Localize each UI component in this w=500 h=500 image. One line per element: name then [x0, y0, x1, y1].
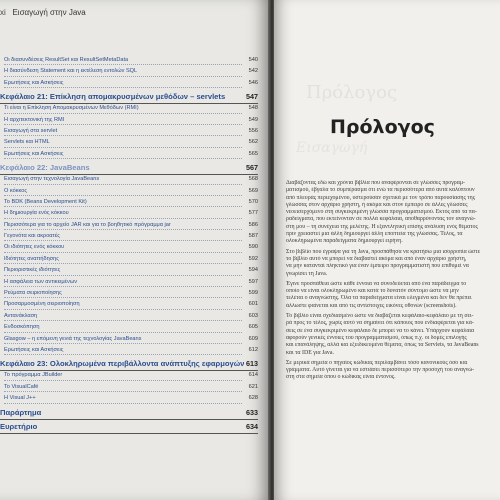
- preface-title: Πρόλογος: [330, 116, 435, 138]
- toc-entry-page: 603: [248, 312, 258, 319]
- toc-entry-page: 549: [248, 116, 258, 123]
- preface-text-line: Έγινε προσπάθεια ώστε κάθε έννοια να συνοδεύεται από ένα παράδειγμα το: [286, 280, 467, 287]
- toc-entry-title: Glasgow – η επόμενη γενιά της τεχνολογίας JavaBeans: [4, 335, 142, 342]
- toc-entry: [0, 335, 266, 346]
- preface-text-line: γνωρίσει τη Java.: [286, 270, 328, 277]
- toc-entry-title: Η ασφάλεια των αντικειμένων: [4, 278, 78, 285]
- toc-chapter-page: 634: [246, 421, 258, 431]
- toc-entry: [0, 175, 266, 186]
- toc-entry-title: Περιοριστικές ιδιότητες: [4, 267, 61, 274]
- toc-entry-page: 599: [248, 290, 258, 297]
- toc-chapter-title: Παράρτημα: [0, 407, 42, 417]
- toc-entry-page: 621: [248, 383, 258, 390]
- toc-chapter-page: 633: [246, 407, 258, 417]
- toc-entry: [0, 116, 266, 127]
- toc-entry-title: Ερωτήσεις και Ασκήσεις: [4, 346, 64, 353]
- toc-entry-title: Ρεύματα σειριοποίησης: [4, 290, 62, 297]
- preface-text-line: στη στα σημεία όπου ο κώδικας είναι έντονος.: [286, 374, 396, 381]
- toc-entry-page: 542: [248, 68, 258, 75]
- toc-dot-leader: [4, 354, 242, 355]
- preface-text-line: αφορούν γενικές έννοιες του προγραμματισμού, όπως π.χ. οι δομές επιλογής: [286, 334, 467, 341]
- toc-entry-title: Γεγονότα και ακροατές: [4, 233, 60, 240]
- toc-entry-page: 569: [248, 187, 258, 194]
- toc-chapter: [0, 90, 266, 104]
- page-number: xi: [0, 8, 6, 17]
- toc-dot-leader: [4, 297, 242, 298]
- toc-entry-page: 586: [248, 221, 258, 228]
- preface-text-line: ματισμού, έβγαλα το συμπέρασμα ότι ενώ τα περισσότερα από αυτά καλύπτουν: [286, 187, 475, 194]
- preface-text-line: και επανάληψης, αλλά και εξειδικευμένα θέματα, όπως τα Servlets, τα JavaBeans: [286, 342, 479, 349]
- toc-dot-leader: [4, 135, 242, 136]
- toc-list: [0, 56, 266, 434]
- preface-text-line: Σε μερικά σημεία ο πηγαίος κώδικας περιλαμβάνει τόσο κανονικούς όσο και: [286, 359, 468, 366]
- toc-dot-leader: [4, 320, 242, 321]
- toc-entry-page: 592: [248, 255, 258, 262]
- toc-dot-leader: [4, 240, 242, 241]
- running-head-title: Εισαγωγή στην Java: [12, 8, 86, 17]
- preface-text-line: από πλευράς περιεχομένου, υστερούσαν σχετικά με τον τρόπο παρουσίασης της: [286, 194, 476, 201]
- toc-entry: [0, 232, 266, 243]
- toc-dot-leader: [4, 184, 242, 185]
- preface-text-line: Διαβάζοντας εδώ και χρόνια βιβλία που αναφέρονται σε γλώσσες προγραμ-: [286, 180, 465, 186]
- toc-entry-title: Ιδιότητες αναπήδησης: [4, 255, 59, 262]
- toc-chapter: [0, 357, 266, 371]
- toc-entry-title: Οι ιδιότητες ενός κόκκου: [4, 244, 65, 251]
- toc-chapter: [0, 161, 266, 175]
- toc-entry-page: 570: [248, 198, 258, 205]
- toc-entry-title: Ερωτήσεις και Ασκήσεις: [4, 79, 64, 86]
- toc-entry-title: Ερωτήσεις και Ασκήσεις: [4, 150, 64, 157]
- toc-chapter: [0, 406, 266, 420]
- toc-entry: [0, 138, 266, 149]
- preface-text-line: ολοκληρωμένα παραδείγματα δημιουργεί ειρήνη.: [286, 238, 403, 245]
- toc-entry-page: 540: [248, 57, 258, 63]
- toc-entry-page: 562: [248, 139, 258, 146]
- toc-entry: [0, 104, 266, 115]
- toc-entry: [0, 56, 266, 67]
- toc-entry-title: Εισαγωγή στην τεχνολογία JavaBeans: [4, 176, 100, 183]
- toc-entry-page: 548: [248, 105, 258, 112]
- preface-text-line: οποίο να είναι ολοκληρωμένο και κατά το δυνατόν σύντομο ώστε να μην: [286, 288, 459, 295]
- toc-entry-title: Ενδοσκόπηση: [4, 324, 40, 331]
- toc-entry-page: 577: [248, 210, 258, 217]
- toc-dot-leader: [4, 76, 242, 77]
- toc-entry-title: Η Visual J++: [4, 395, 36, 402]
- toc-entry-title: Η δημιουργία ενός κόκκου: [4, 210, 69, 217]
- toc-entry: [0, 198, 266, 209]
- toc-entry-title: Περισσότερα για το αρχείο JAR και για το βοηθητικό πρόγραμμα jar: [4, 221, 171, 228]
- toc-entry-page: 601: [248, 301, 258, 308]
- toc-entry: [0, 289, 266, 300]
- toc-entry: [0, 150, 266, 161]
- preface-text-line: να μην κατανταί πληκτικό για έναν έμπειρο προγραμματιστή που επιθυμεί να: [286, 263, 469, 270]
- toc-chapter: [0, 420, 266, 434]
- toc-chapter-title: Κεφάλαιο 21: Επίκληση απομακρυσμένων μεθόδων – servlets: [0, 92, 226, 102]
- preface-text-line: το βιβλίο αυτό να μπορεί να διαβαστεί ακόμα και από έναν αρχάριο χρήστη,: [286, 255, 467, 262]
- preface-text-line: ρά πρoς τo τέλος, χωρίς αυτό να σημαίνει ότι κάποιος που ενδιαφέρεται για κά-: [286, 320, 474, 327]
- toc-entry-title: Το VisualCafé: [4, 383, 39, 390]
- preface-text-line: άλλωστε φαίνεται και από τις αντίστοιχες εικόνες οθονών (screenshots).: [286, 302, 457, 309]
- toc-entry-page: 594: [248, 267, 258, 274]
- toc-chapter-title: Ευρετήριο: [0, 421, 38, 431]
- toc-chapter-page: 567: [246, 163, 258, 173]
- toc-entry-title: Servlets και ΗΤΜL: [4, 139, 50, 146]
- toc-entry: [0, 187, 266, 198]
- toc-dot-leader: [4, 195, 242, 196]
- running-head: [0, 8, 86, 17]
- toc-dot-leader: [4, 275, 242, 276]
- toc-entry-page: 565: [248, 150, 258, 157]
- toc-entry: [0, 266, 266, 277]
- toc-entry: [0, 371, 266, 382]
- toc-chapter-title: Κεφάλαιο 23: Ολοκληρωμένα περιβάλλοντα ανάπτυξης εφαρμογών: [0, 359, 245, 369]
- toc-entry-page: 628: [248, 395, 258, 402]
- toc-dot-leader: [4, 218, 242, 219]
- preface-text-line: γλώσσας στον αρχάριο χρήστη, ή ακόμα και στον έμπειρο σε άλλες γλώσσες: [286, 201, 468, 208]
- preface-body: [286, 180, 500, 382]
- toc-entry: [0, 209, 266, 220]
- toc-dot-leader: [4, 286, 242, 287]
- toc-dot-leader: [4, 343, 242, 344]
- toc-entry-page: 568: [248, 176, 258, 183]
- show-through-subtitle: Εισαγωγή: [296, 140, 368, 156]
- show-through-title: Πρόλογος: [306, 82, 398, 103]
- toc-entry-page: 597: [248, 278, 258, 285]
- toc-entry-page: 587: [248, 233, 258, 240]
- preface-text-line: στη μου – τη συνέχεια της μελέτης. Η εξαντλητική επίσης ανάλυση ενός θέματος: [286, 223, 478, 230]
- preface-text-line: γράμματα. Αυτό γίνεται για να εστιάσει περισσότερο την προσοχή του αναγνώ-: [286, 367, 475, 374]
- toc-entry-page: 556: [248, 127, 258, 134]
- toc-entry-page: 546: [248, 79, 258, 86]
- toc-entry: [0, 243, 266, 254]
- toc-dot-leader: [4, 229, 242, 230]
- toc-entry-title: Η διασύνδεση Statement και η εκτέλεση εντολών SQL: [4, 68, 138, 75]
- toc-dot-leader: [4, 391, 242, 392]
- toc-entry-title: Οι διασυνδέσεις ResultSet και ResultSetMetaData: [4, 57, 129, 63]
- toc-entry: [0, 278, 266, 289]
- toc-dot-leader: [4, 113, 242, 114]
- toc-entry: [0, 394, 266, 405]
- toc-entry-title: Η αρχιτεκτονική της RMI: [4, 116, 65, 123]
- preface-text-line: πριν χρειαστεί μια άλλη δημιουργεί άλλη εποπτεία της γλώσσας. Τέλος, τα: [286, 231, 463, 238]
- toc-entry-title: Το BDK (Beans Development Kit): [4, 198, 87, 205]
- toc-entry-page: 614: [248, 372, 258, 379]
- toc-entry-title: Τι είναι η Επίκληση Απομακρυσμένων Μεθόδων (RMI): [4, 105, 139, 112]
- toc-entry: [0, 79, 266, 90]
- right-page-preface: [274, 0, 500, 500]
- toc-entry: [0, 67, 266, 78]
- toc-entry: [0, 300, 266, 311]
- toc-entry-title: Το πρόγραμμα JBuilder: [4, 372, 63, 379]
- toc-dot-leader: [4, 403, 242, 404]
- toc-dot-leader: [4, 147, 242, 148]
- preface-text-line: ραδείγματα, που εκτείνονταν σε πολλά κεφάλαια, αποθαρρύνοντας τον αναγνώ-: [286, 216, 476, 223]
- toc-dot-leader: [4, 263, 242, 264]
- toc-entry-title: Ο κόκκος: [4, 187, 28, 194]
- preface-text-line: σεις σε ένα συγκεκριμένο κεφάλαιο δε μπορεί να το κάνει. Υπάρχουν κεφάλαια: [286, 327, 475, 334]
- toc-entry: [0, 221, 266, 232]
- toc-dot-leader: [4, 309, 242, 310]
- preface-text-line: Το βιβλίο είναι σχεδιασμένο ώστε να διαβάζεται κεφάλαιο-κεφάλαιο με τη σει-: [286, 313, 474, 320]
- toc-dot-leader: [4, 158, 242, 159]
- toc-entry: [0, 346, 266, 357]
- toc-entry-page: 609: [248, 335, 258, 342]
- toc-entry: [0, 383, 266, 394]
- toc-entry: [0, 323, 266, 334]
- toc-chapter-page: 613: [246, 359, 258, 369]
- toc-entry-title: Αντανάκλαση: [4, 312, 38, 319]
- toc-dot-leader: [4, 124, 242, 125]
- toc-dot-leader: [4, 87, 242, 88]
- toc-dot-leader: [4, 252, 242, 253]
- toc-dot-leader: [4, 380, 242, 381]
- toc-entry: [0, 312, 266, 323]
- toc-entry: [0, 127, 266, 138]
- toc-entry-page: 612: [248, 346, 258, 353]
- toc-entry-title: Εισαγωγή στα servlet: [4, 127, 58, 134]
- toc-dot-leader: [4, 64, 242, 65]
- toc-entry: [0, 255, 266, 266]
- preface-text-line: και τα IDE για Java.: [286, 349, 334, 356]
- preface-text-line: τελέται ο αναγνώστης. Όλα τα παραδείγματα είναι ελεγμένα και δεν θα πρέπει: [286, 295, 472, 302]
- preface-text-line: νεοεισερχόμενο στη συγκεκριμένη γλώσσα προγραμματισμού. Εκτός από τα πα-: [286, 209, 477, 216]
- toc-dot-leader: [4, 206, 242, 207]
- toc-dot-leader: [4, 332, 242, 333]
- toc-chapter-rule: [0, 433, 258, 434]
- toc-chapter-title: Κεφάλαιο 22: JavaBeans: [0, 163, 90, 173]
- toc-entry-page: 605: [248, 324, 258, 331]
- preface-text-line: Στο βιβλίο που έγραψα για τη Java, προσπάθησα να κρατήσω μια ισορροπία ώστε: [286, 248, 481, 255]
- toc-entry-title: Προσαρμοσμένη σειριοποίηση: [4, 301, 80, 308]
- toc-entry-page: 590: [248, 244, 258, 251]
- toc-chapter-page: 547: [246, 92, 258, 102]
